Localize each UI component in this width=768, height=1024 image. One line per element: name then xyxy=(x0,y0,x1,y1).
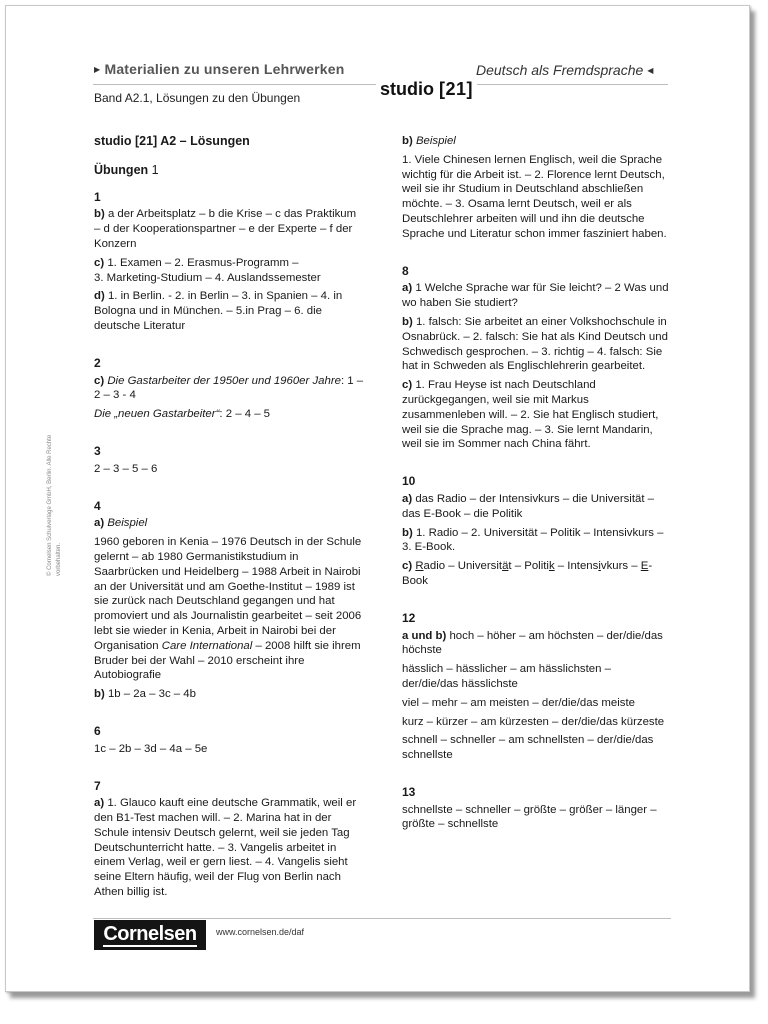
answer-paragraph xyxy=(402,378,670,452)
answer-text: hässlich – hässlicher – am hässlichsten – der/die/das hässlichste xyxy=(402,663,611,690)
answer-paragraph xyxy=(402,629,670,659)
answer-paragraph xyxy=(402,315,670,374)
answer-italic: Care International xyxy=(161,639,253,652)
answer-text: das Radio – der Intensivkurs – die Universität – das E-Book – die Politik xyxy=(402,492,655,520)
answer-text: viel – mehr – am meisten – der/die/das meiste xyxy=(402,696,635,709)
section-number: 1 xyxy=(151,162,159,177)
answer-text: 1. falsch: Sie arbeitet an einer Volkshochschule in Osnabrück. – 2. falsch: Sie hat als Kind Deutsch und Schwedisch gesprochen. – 3. richtig – 4. falsch: Sie hat in Schweden als Englischlehrerin gearbeitet. xyxy=(402,315,668,373)
answer-text: vkurs – xyxy=(600,560,638,573)
answer-text: 1b – 2a – 3c – 4b xyxy=(107,688,196,701)
brand-name: studio xyxy=(380,79,434,99)
cornelsen-logo xyxy=(94,920,206,950)
exercise-number: 2 xyxy=(94,355,101,370)
stressed-letter: E xyxy=(640,560,649,573)
answer-text: 1 Welche Sprache war für Sie leicht? – 2 Was und wo haben Sie studiert? xyxy=(402,282,669,310)
brand-number: [21] xyxy=(439,79,474,99)
stressed-letter: i xyxy=(598,560,601,573)
answer-text: 3. Marketing-Studium – 4. Auslandssemester xyxy=(94,271,321,284)
answer-label: d) xyxy=(94,290,105,303)
answer-text: 1. in Berlin. - 2. in Berlin – 3. in Spanien – 4. in Bologna und in München. – 5.in Prag – 6. die deutsche Literatur xyxy=(94,290,343,332)
answer-label: c) xyxy=(402,560,413,573)
answer-paragraph xyxy=(94,407,364,422)
answer-paragraph xyxy=(402,281,670,311)
answer-paragraph xyxy=(94,796,364,900)
answer-text: adio – Universit xyxy=(423,560,503,573)
answer-label: a und b) xyxy=(402,629,447,642)
answer-paragraph xyxy=(402,134,670,149)
exercise-number: 8 xyxy=(402,263,409,278)
answer-label: a) xyxy=(94,797,105,810)
answer-text: 1c – 2b – 3d – 4a – 5e xyxy=(94,742,208,755)
triangle-right-icon: ▶ xyxy=(94,65,101,74)
side-copyright: © Cornelsen Schulverlage GmbH, Berlin. Alle Rechte vorbehalten. xyxy=(47,434,62,576)
answer-label: b) xyxy=(402,315,413,328)
answer-label: a) xyxy=(402,282,413,295)
footer-rule xyxy=(93,918,671,919)
stressed-letter: k xyxy=(548,560,555,573)
answer-paragraph xyxy=(402,492,670,522)
answer-text: hoch – höher – am höchsten – der/die/das höchste xyxy=(402,629,663,657)
answer-paragraph xyxy=(94,516,364,531)
answer-paragraph xyxy=(402,559,670,589)
answer-label: b) xyxy=(402,135,413,147)
exercise-number: 12 xyxy=(402,610,416,625)
answer-text: -Book xyxy=(402,560,653,587)
document-title: studio [21] A2 – Lösungen xyxy=(94,134,250,148)
answer-text: schnellste – schneller – größte – größer – länger – größte – schnellste xyxy=(402,803,657,831)
answer-text: 1. Viele Chinesen lernen Englisch, weil die Sprache wichtig für die Arbeit ist. – 2. Florence lernt Deutsch, weil sie ihr Studium in Deutschland abschließen möchte. – 3. Osama lernt Deutsch, weil er als Deutschlehrer arbeiten will und ihn die deutsche Sprache und Literatur schon immer fasziniert haben. xyxy=(402,153,667,240)
triangle-left-icon: ◀ xyxy=(647,66,654,75)
answer-paragraph xyxy=(402,526,670,556)
answer-italic: Die „neuen Gastarbeiter“ xyxy=(94,408,220,421)
answer-paragraph xyxy=(94,256,364,286)
exercise-number: 7 xyxy=(94,778,101,793)
answer-text: : 1 – 2 – 3 - 4 xyxy=(94,374,364,402)
exercise-number: 4 xyxy=(94,498,101,513)
answer-text: schnell – schneller – am schnellsten – der/die/das schnellste xyxy=(402,734,654,762)
answer-text: 1. Radio – 2. Universität – Politik – Intensivkurs – 3. E-Book. xyxy=(402,526,664,554)
answer-paragraph xyxy=(94,374,364,404)
answer-italic: Die Gastarbeiter der 1950er und 1960er Jahre xyxy=(107,374,341,387)
answer-italic: Beispiel xyxy=(107,517,148,530)
answer-label: b) xyxy=(94,688,105,701)
header-left xyxy=(94,61,344,77)
answer-text: 2 – 3 – 5 – 6 xyxy=(94,462,158,475)
right-column xyxy=(402,126,670,836)
stressed-letter: ä xyxy=(502,560,509,573)
answer-text: – 2008 hilft sie ihrem Bruder bei der Wahl – 2010 erscheint ihre Autobiografie xyxy=(94,639,361,682)
exercise-number: 13 xyxy=(402,784,416,799)
answer-paragraph xyxy=(94,207,364,251)
document-page xyxy=(5,5,750,992)
answer-italic: Beispiel xyxy=(415,135,456,147)
section-title xyxy=(94,163,364,178)
answer-paragraph xyxy=(94,687,364,702)
answer-text: t – Politi xyxy=(508,560,549,573)
exercise-number: 3 xyxy=(94,443,101,458)
answer-text: 1. Examen – 2. Erasmus-Programm – xyxy=(107,256,299,269)
subtitle: Band A2.1, Lösungen zu den Übungen xyxy=(94,91,301,105)
logo-text: Cornelsen xyxy=(103,922,197,945)
answer-label: b) xyxy=(94,208,105,221)
exercise-number: 10 xyxy=(402,474,416,489)
answer-text: kurz – kürzer – am kürzesten – der/die/das kürzeste xyxy=(402,715,665,728)
answer-text: : 2 – 4 – 5 xyxy=(219,408,271,421)
stressed-letter: R xyxy=(415,560,424,573)
answer-label: a) xyxy=(402,492,413,505)
answer-text: a der Arbeitsplatz – b die Krise – c das Praktikum – d der Kooperationspartner – e der Experte – f der Konzern xyxy=(94,208,357,250)
exercise-number: 6 xyxy=(94,723,101,738)
answer-text: 1. Frau Heyse ist nach Deutschland zurückgegangen, weil sie mit Markus zusammenleben will. – 2. Sie hat Englisch studiert, weil sie die Sprache mag. – 3. Sie lernt Mandarin, weil sie im Sommer nach China fährt. xyxy=(402,379,659,451)
header-right-text: Deutsch als Fremdsprache xyxy=(476,62,644,78)
answer-paragraph xyxy=(94,289,364,333)
answer-label: c) xyxy=(402,379,413,392)
answer-label: c) xyxy=(94,256,105,269)
brand-logo xyxy=(376,79,477,100)
answer-label: b) xyxy=(402,526,413,539)
answer-label: a) xyxy=(94,517,105,530)
header-right xyxy=(476,62,653,78)
answer-text: 1960 geboren in Kenia – 1976 Deutsch in der Schule gelernt – ab 1980 Germanistikstudium in Saarbrücken und Heidelberg – 1988 Arbeit in Nairobi an der Universität und am Goethe-Institut – 1989 ist sie zurück nach Deutschland gegangen und hat promoviert und als Journalistin gearbeitet – seit 2006 lebt sie wieder in Kenia, Arbeit in Nairobi bei der Organisation xyxy=(94,536,362,652)
section-label: Übungen xyxy=(94,162,149,177)
exercise-number: 1 xyxy=(94,189,101,204)
footer-url: www.cornelsen.de/daf xyxy=(216,927,305,937)
header-left-text: Materialien zu unseren Lehrwerken xyxy=(104,61,345,77)
answer-label: c) xyxy=(94,374,105,387)
left-column xyxy=(94,126,364,904)
answer-paragraph xyxy=(94,535,364,683)
answer-text: – Intens xyxy=(554,560,599,573)
answer-text: 1. Glauco kauft eine deutsche Grammatik, weil er den B1-Test machen will. – 2. Marina hat in der Schule intensiv Deutsch gelernt, weil sie jeden Tag Deutschunterricht hatte. – 3. Vangelis arbeitet in einem Verlag, weil er gern liest. – 4. Vangelis sieht seine Eltern häufig, weil der Flug von Berlin nach Athen billig ist. xyxy=(94,797,357,899)
